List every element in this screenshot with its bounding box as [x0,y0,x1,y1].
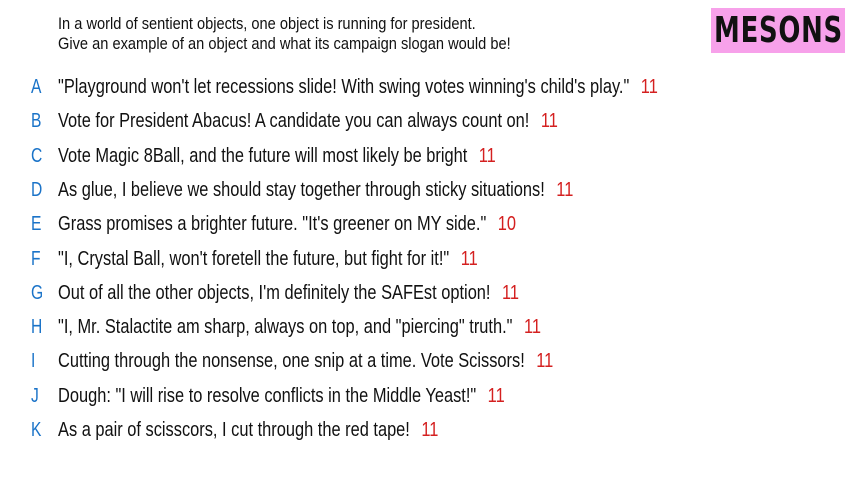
answer-score: 10 [497,213,517,236]
answer-letter: I [31,350,36,373]
team-badge [711,8,845,53]
answer-text: Vote for President Abacus! A candidate you can always count on! [58,110,530,133]
team-badge-label: MESONS [713,10,843,51]
answer-text: As a pair of scisscors, I cut through the red tape! [58,419,410,441]
answer-letter: J [31,384,39,407]
answer-letter: E [31,213,42,236]
answer-score: 11 [487,384,505,407]
answer-text: "Playground won't let recessions slide! With swing votes winning's child's play." [58,76,630,98]
answer-letter: C [31,144,43,167]
answer-score: 11 [478,144,496,167]
answer-letter: D [31,178,43,201]
answer-letter: G [31,281,44,304]
answer-text: Dough: "I will rise to resolve conflicts in the Middle Yeast!" [58,384,477,407]
answer-text: Cutting through the nonsense, one snip at a time. Vote Scissors! [58,350,525,373]
answer-score: 11 [523,316,541,339]
prompt-line-1: In a world of sentient objects, one object is running for president. [58,14,476,33]
answer-score: 11 [556,178,574,201]
answer-text: Grass promises a brighter future. "It's greener on MY side." [58,213,487,236]
answer-letter: A [31,76,42,98]
answer-letter: F [31,247,41,270]
answer-text: "I, Mr. Stalactite am sharp, always on top, and "piercing" truth." [58,316,513,339]
answer-score: 11 [421,419,439,441]
prompt-line-2: Give an example of an object and what its campaign slogan would be! [58,34,511,53]
answer-score: 11 [501,281,519,304]
answer-letter: B [31,110,42,133]
answer-text: Vote Magic 8Ball, and the future will most likely be bright [58,144,468,167]
answer-letter: H [31,316,43,339]
answer-score: 11 [640,76,658,98]
answer-score: 11 [460,247,478,270]
answer-score: 11 [540,110,558,133]
prompt [58,14,511,54]
answer-letter: K [31,419,42,441]
answer-text: "I, Crystal Ball, won't foretell the future, but fight for it!" [58,247,450,270]
answer-score: 11 [536,350,554,373]
answer-text: As glue, I believe we should stay together through sticky situations! [58,178,545,201]
answer-text: Out of all the other objects, I'm definitely the SAFEst option! [58,281,491,304]
